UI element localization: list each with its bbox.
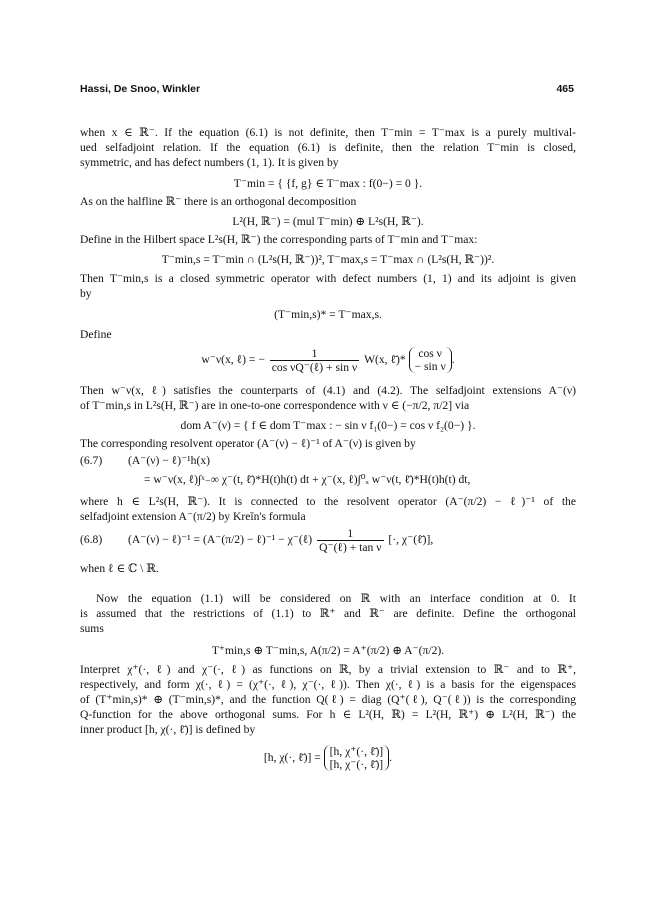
text-line: sums xyxy=(80,622,104,635)
text-line: of T⁻min,s in L²s(H, ℝ⁻) are in one-to-one correspondence with ν ∈ (−π/2, π/2] via xyxy=(80,399,470,412)
eq-lhs: [h, χ(·, ℓ̄)] = xyxy=(263,751,321,764)
display-equation-inner-product xyxy=(80,740,576,776)
text-line: Now the equation (1.1) will be considered on ℝ with an interface condition at 0. It xyxy=(96,592,576,605)
column-vector xyxy=(324,745,393,772)
text-line: of (T⁺min,s)* ⊕ (T⁻min,s)*, and the function Q(ℓ) = diag (Q⁺(ℓ), Q⁻(ℓ)) is the corresponding xyxy=(80,693,576,706)
display-equation: T⁻min = { {f, g} ∈ T⁻max : f(0−) = 0 }. xyxy=(233,177,423,190)
text-line: inner product [h, χ(·, ℓ̄)] is defined by xyxy=(80,723,256,736)
text-line: when ℓ ∈ ℂ \ ℝ. xyxy=(80,562,159,575)
running-header-authors: Hassi, De Snoo, Winkler xyxy=(80,83,201,95)
eq-mid: W(x, ℓ̄)* xyxy=(364,353,406,366)
fraction xyxy=(270,347,359,374)
equation-number: (6.7) xyxy=(80,454,103,467)
equation-6-7-line-2 xyxy=(80,473,576,489)
equation-6-7-line-1 xyxy=(80,454,576,468)
display-equation: L²(H, ℝ⁻) = (mul T⁻min) ⊕ L²s(H, ℝ⁻). xyxy=(232,215,424,228)
numerator: 1 xyxy=(270,347,359,361)
display-equation: (T⁻min,s)* = T⁻max,s. xyxy=(274,308,382,321)
vector-entry: − sin ν xyxy=(414,360,446,374)
display-equation-w xyxy=(80,342,576,378)
text-line: selfadjoint extension A⁻(π/2) by Kreĭn's formula xyxy=(80,510,306,523)
equation-body: (A⁻(ν) − ℓ)⁻¹h(x) xyxy=(128,454,210,467)
eq-end: . xyxy=(451,353,455,366)
eq-end: [·, χ⁻(ℓ̄)], xyxy=(388,533,434,546)
text-line: when x ∈ ℝ⁻. If the equation (6.1) is not definite, then T⁻min = T⁻max is a purely multival- xyxy=(80,126,576,139)
column-vector xyxy=(409,347,452,373)
display-equation: T⁺min,s ⊕ T⁻min,s, A(π/2) = A⁺(π/2) ⊕ A⁻(π/2). xyxy=(211,644,445,657)
text-line: As on the halfline ℝ⁻ there is an orthogonal decomposition xyxy=(80,195,357,208)
denominator: cos νQ⁻(ℓ) + sin ν xyxy=(271,360,358,374)
text-line: The corresponding resolvent operator (A⁻(ν) − ℓ)⁻¹ of A⁻(ν) is given by xyxy=(80,437,416,450)
equation-body: = w⁻ν(x, ℓ)∫ˣ₋∞ χ⁻(t, ℓ̄)*H(t)h(t) dt + χ⁻(x, ℓ)∫⁰ₓ w⁻ν(t, ℓ̄)*H(t)h(t) dt, xyxy=(144,473,471,486)
equation-6-8 xyxy=(80,524,576,556)
text-line: Define in the Hilbert space L²s(H, ℝ⁻) the corresponding parts of T⁻min and T⁻max: xyxy=(80,233,478,246)
equation-body xyxy=(128,524,433,556)
page-number: 465 xyxy=(556,83,574,95)
text-line: is assumed that the restrictions of (1.1) to ℝ⁺ and ℝ⁻ are definite. Define the orthogonal xyxy=(80,607,576,620)
fraction xyxy=(317,527,383,554)
eq-lhs: (A⁻(ν) − ℓ)⁻¹ = (A⁻(π/2) − ℓ)⁻¹ − χ⁻(ℓ) xyxy=(128,533,313,546)
vector-entry: [h, χ⁻(·, ℓ̄)] xyxy=(329,758,384,772)
text-line: ued selfadjoint relation. If the equation (6.1) is definite, then the relation T⁻min is closed, xyxy=(80,141,576,154)
text-line: symmetric, and has defect numbers (1, 1). It is given by xyxy=(80,156,339,169)
text-line: Interpret χ⁺(·, ℓ) and χ⁻(·, ℓ) as functions on ℝ, by a trivial extension to ℝ⁻ and to ℝ⁺, xyxy=(80,663,576,676)
vector-entry: cos ν xyxy=(418,347,442,361)
text-line: where h ∈ L²s(H, ℝ⁻). It is connected to the resolvent operator (A⁻(π/2) − ℓ)⁻¹ of the xyxy=(80,495,576,508)
eq-lhs: w⁻ν(x, ℓ) = − xyxy=(201,353,265,366)
text-line: Then w⁻ν(x, ℓ) satisfies the counterparts of (4.1) and (4.2). The selfadjoint extensions A⁻(ν) xyxy=(80,384,576,397)
denominator: Q⁻(ℓ) + tan ν xyxy=(319,540,382,554)
numerator: 1 xyxy=(317,527,383,541)
eq-end: . xyxy=(389,751,393,764)
text-line: by xyxy=(80,287,92,300)
text-line: respectively, and form χ(·, ℓ) = (χ⁺(·, ℓ), χ⁻(·, ℓ)). Then χ(·, ℓ) is a basis for the eigenspaces xyxy=(80,678,576,691)
text-line: Then T⁻min,s is a closed symmetric operator with defect numbers (1, 1) and its adjoint is given xyxy=(80,272,576,285)
equation-number: (6.8) xyxy=(80,533,103,546)
display-equation: T⁻min,s = T⁻min ∩ (L²s(H, ℝ⁻))², T⁻max,s = T⁻max ∩ (L²s(H, ℝ⁻))². xyxy=(161,253,495,266)
text-line: Define xyxy=(80,328,112,341)
text-line: Q-function for the above orthogonal sums. For h ∈ L²(H, ℝ) = L²(H, ℝ⁺) ⊕ L²(H, ℝ⁻) the xyxy=(80,708,576,721)
vector-entry: [h, χ⁺(·, ℓ̄)] xyxy=(329,745,384,759)
display-equation: dom A⁻(ν) = { f ∈ dom T⁻max : − sin ν f₁(0−) = cos ν f₂(0−) }. xyxy=(180,419,476,432)
